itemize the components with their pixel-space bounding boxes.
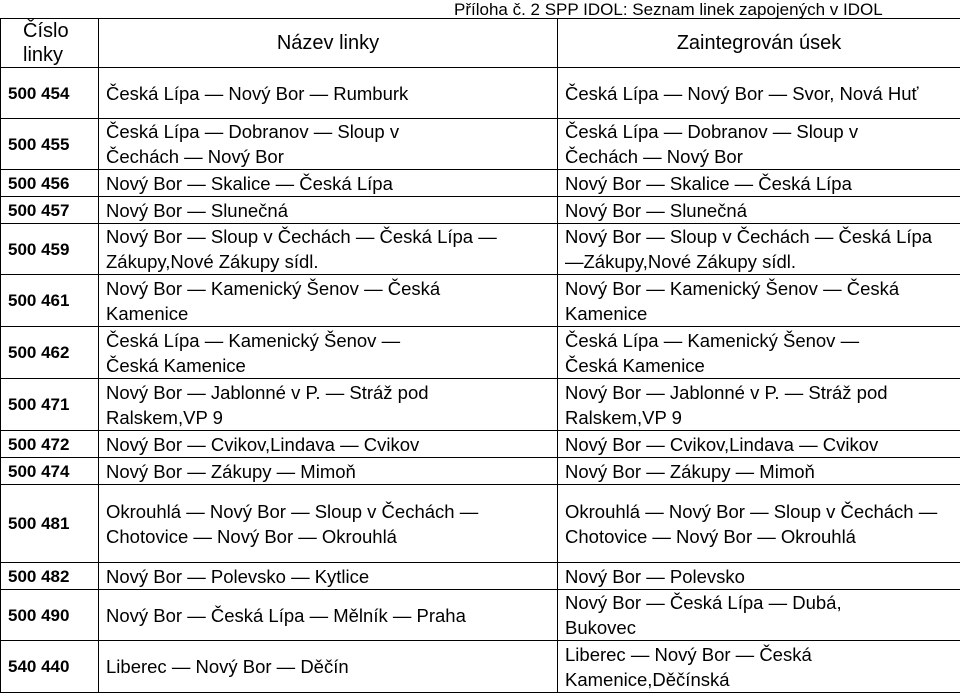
line-name-text: Nový Bor — Kamenický Šenov — Česká Kamenice [106, 276, 477, 326]
integrated-section-text: Liberec — Nový Bor — Česká Kamenice,Děčínská [565, 642, 850, 692]
integrated-section-text: Nový Bor — Sloup v Čechách — Česká Lípa —Zákupy,Nové Zákupy sídl. [565, 224, 940, 274]
table-row [1, 485, 960, 563]
line-number: 500 482 [1, 563, 99, 590]
line-name [99, 275, 558, 327]
line-name [99, 379, 558, 431]
table-row [1, 197, 960, 224]
line-name: Nový Bor — Skalice — Česká Lípa [99, 170, 558, 197]
line-name-text: Nový Bor — Jablonné v P. — Stráž pod Ralskem,VP 9 [106, 380, 477, 430]
integrated-section [558, 590, 960, 641]
line-number: 500 490 [1, 590, 99, 641]
line-number: 540 440 [1, 641, 99, 693]
table-header [1, 19, 960, 68]
integrated-section: Nový Bor — Slunečná [558, 197, 960, 224]
table-row [1, 590, 960, 641]
line-name: Nový Bor — Polevsko — Kytlice [99, 563, 558, 590]
integrated-section-text: Česká Lípa — Kamenický Šenov — Česká Kamenice [565, 328, 910, 378]
table-row [1, 641, 960, 693]
table-body [1, 68, 960, 693]
line-number: 500 459 [1, 224, 99, 275]
table-row [1, 379, 960, 431]
line-name-text: Česká Lípa — Kamenický Šenov — Česká Kamenice [106, 328, 457, 378]
line-number: 500 474 [1, 458, 99, 485]
integrated-section [558, 641, 960, 693]
table-row [1, 68, 960, 119]
header-integrated-section: Zaintegrován úsek [558, 19, 960, 68]
table-row [1, 170, 960, 197]
line-name [99, 119, 558, 170]
header-line-name: Název linky [99, 19, 558, 68]
integrated-section [558, 119, 960, 170]
table-row [1, 275, 960, 327]
integrated-section-text: Česká Lípa — Dobranov — Sloup v Čechách — Nový Bor [565, 119, 920, 169]
integrated-section-text: Nový Bor — Česká Lípa — Dubá, Bukovec [565, 590, 900, 640]
integrated-section [558, 224, 960, 275]
line-number: 500 462 [1, 327, 99, 379]
table-row [1, 224, 960, 275]
line-name: Nový Bor — Česká Lípa — Mělník — Praha [99, 590, 558, 641]
table-row [1, 458, 960, 485]
line-name: Nový Bor — Cvikov,Lindava — Cvikov [99, 431, 558, 458]
integrated-section [558, 379, 960, 431]
integrated-section: Nový Bor — Cvikov,Lindava — Cvikov [558, 431, 960, 458]
line-name-text: Okrouhlá — Nový Bor — Sloup v Čechách — Chotovice — Nový Bor — Okrouhlá [106, 499, 517, 549]
line-name [99, 485, 558, 563]
header-line-number: Číslo linky [1, 19, 99, 68]
integrated-section [558, 327, 960, 379]
line-name-text: Česká Lípa — Dobranov — Sloup v Čechách — Nový Bor [106, 119, 462, 169]
line-table [0, 18, 960, 693]
line-number: 500 461 [1, 275, 99, 327]
integrated-section [558, 68, 960, 119]
line-name: Česká Lípa — Nový Bor — Rumburk [99, 68, 558, 119]
line-name-text: Nový Bor — Sloup v Čechách — Česká Lípa — Zákupy,Nové Zákupy sídl. [106, 224, 537, 274]
integrated-section-text: Nový Bor — Kamenický Šenov — Česká Kamenice [565, 276, 960, 326]
table-row [1, 563, 960, 590]
line-number: 500 455 [1, 119, 99, 170]
integrated-section: Nový Bor — Polevsko [558, 563, 960, 590]
line-name: Nový Bor — Zákupy — Mimoň [99, 458, 558, 485]
line-number: 500 456 [1, 170, 99, 197]
table-row [1, 327, 960, 379]
line-name [99, 327, 558, 379]
integrated-section [558, 275, 960, 327]
line-number: 500 454 [1, 68, 99, 119]
integrated-section: Nový Bor — Zákupy — Mimoň [558, 458, 960, 485]
line-number: 500 472 [1, 431, 99, 458]
table-row [1, 119, 960, 170]
integrated-section-text: Česká Lípa — Nový Bor — Svor, Nová Huť [565, 81, 930, 106]
table-row [1, 431, 960, 458]
attachment-title: Příloha č. 2 SPP IDOL: Seznam linek zapojených v IDOL [454, 0, 883, 19]
line-name: Liberec — Nový Bor — Děčín [99, 641, 558, 693]
integrated-section [558, 485, 960, 563]
integrated-section-text: Nový Bor — Jablonné v P. — Stráž pod Ralskem,VP 9 [565, 380, 940, 430]
line-number: 500 481 [1, 485, 99, 563]
integrated-section: Nový Bor — Skalice — Česká Lípa [558, 170, 960, 197]
line-name: Nový Bor — Slunečná [99, 197, 558, 224]
integrated-section-text: Okrouhlá — Nový Bor — Sloup v Čechách — Chotovice — Nový Bor — Okrouhlá [565, 499, 940, 549]
header-row [1, 19, 960, 68]
line-name [99, 224, 558, 275]
line-number: 500 457 [1, 197, 99, 224]
line-number: 500 471 [1, 379, 99, 431]
